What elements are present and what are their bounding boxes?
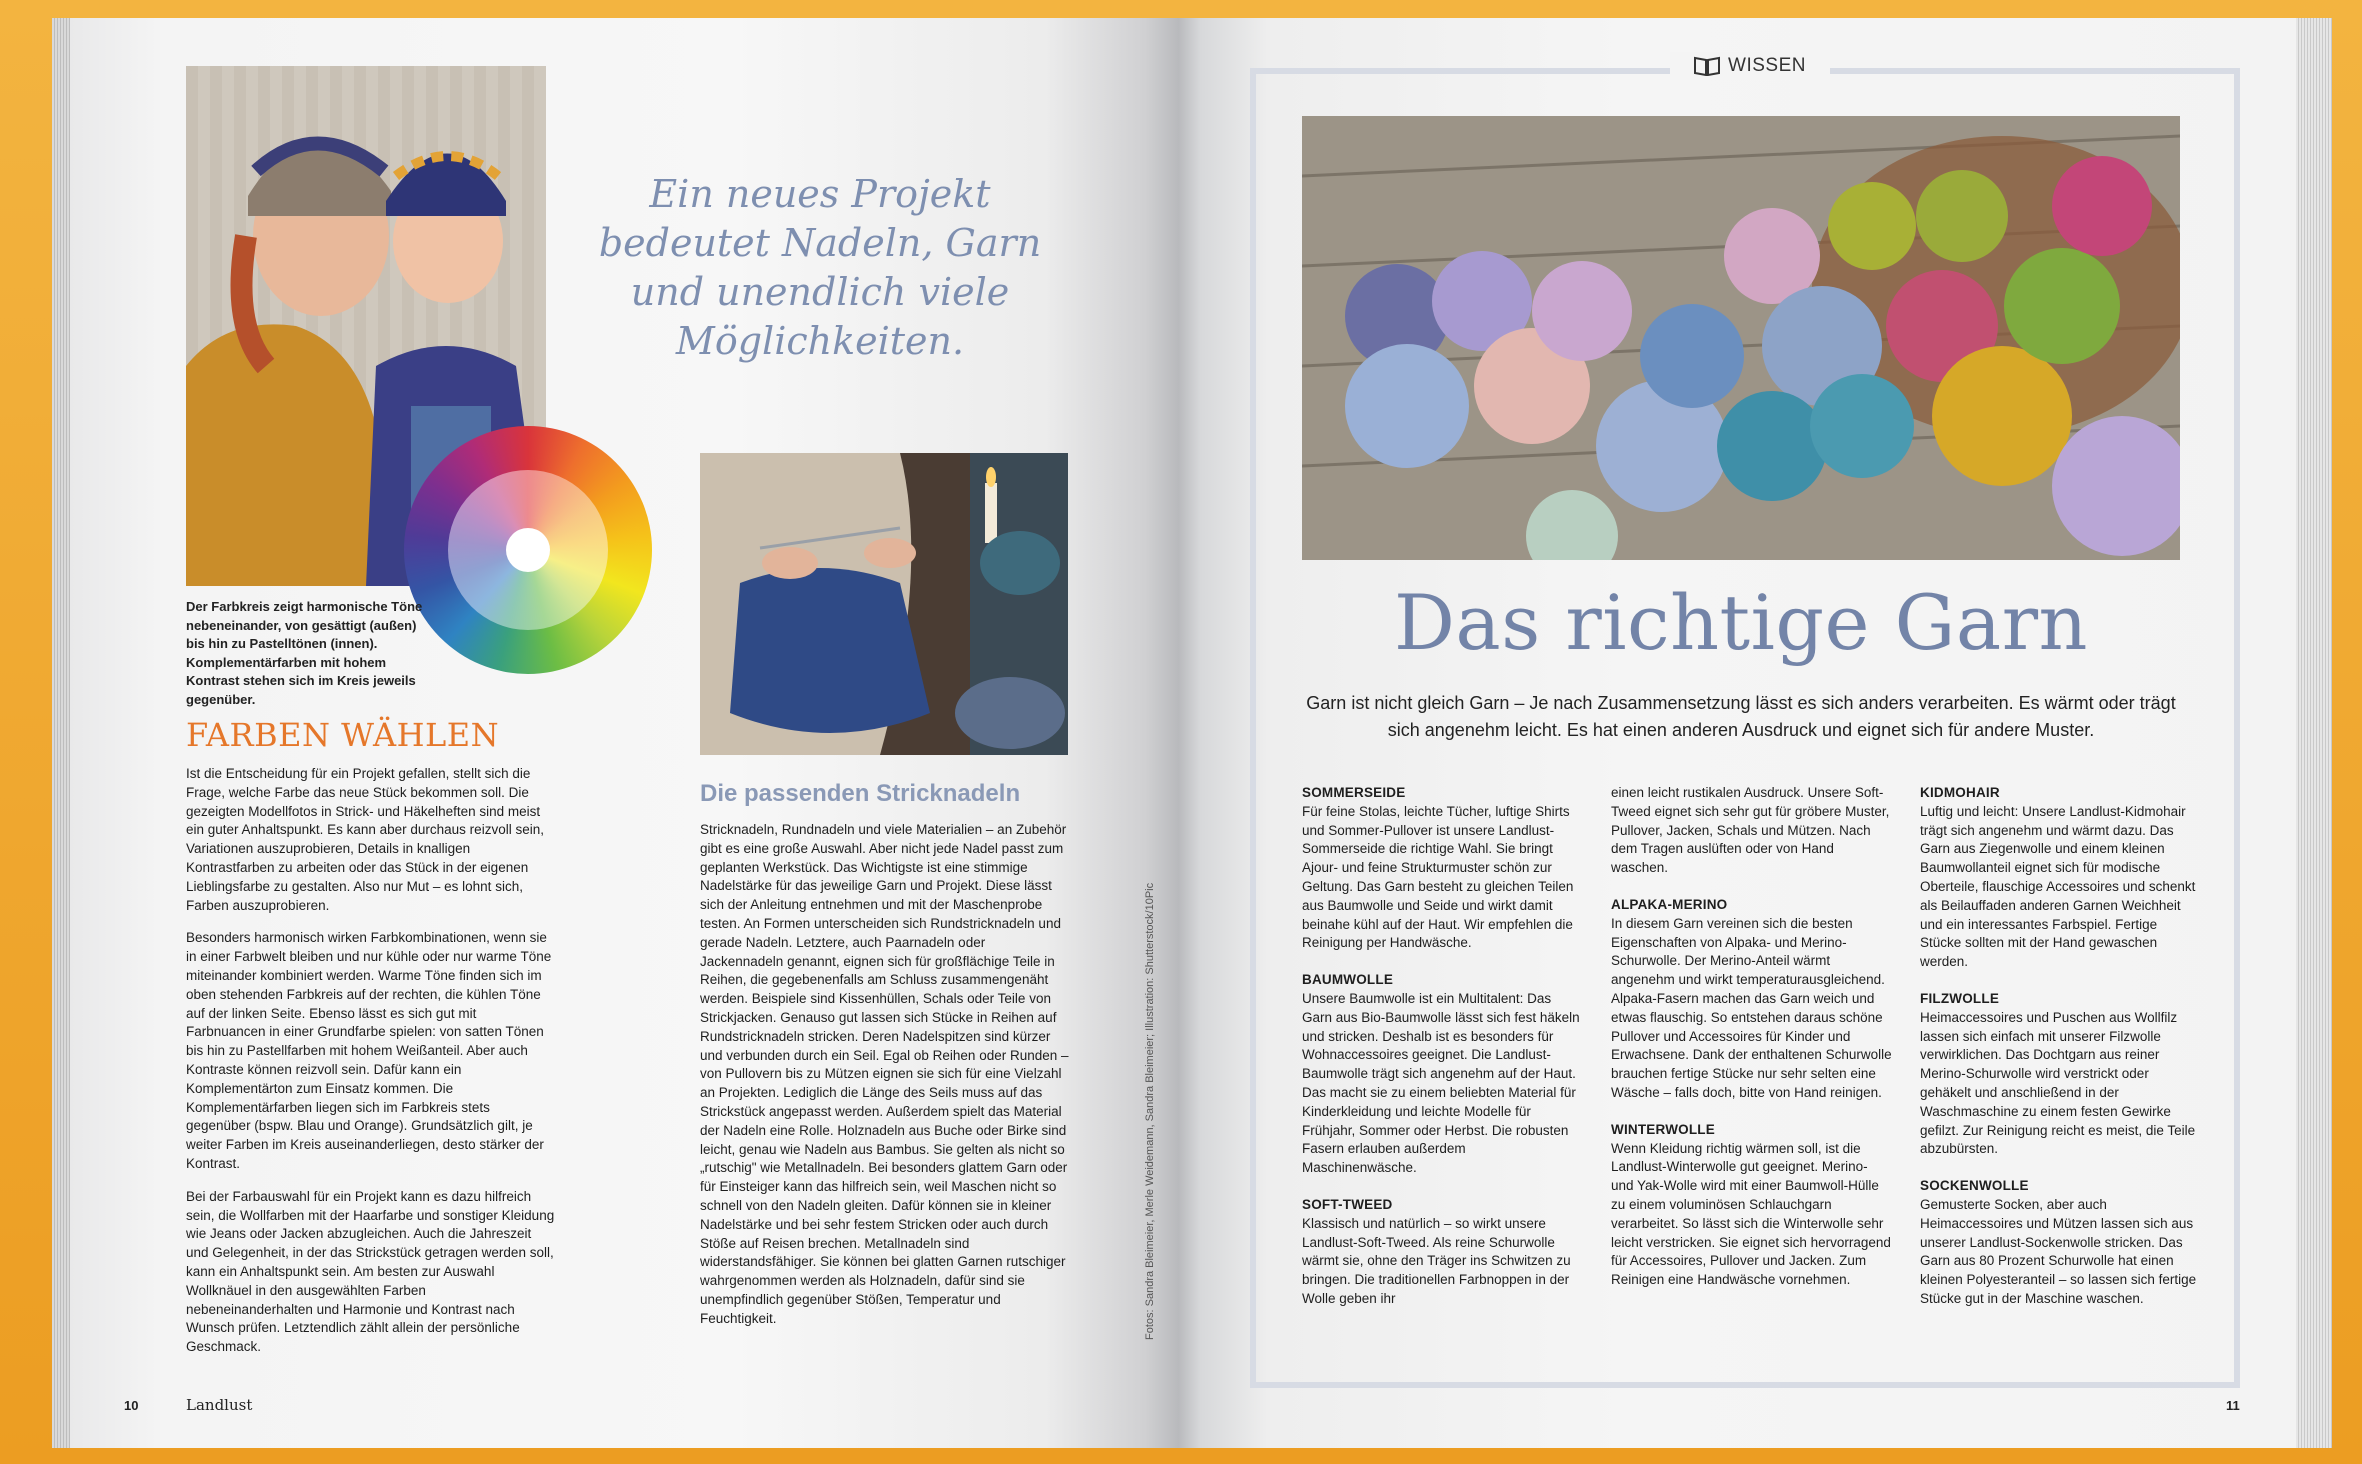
yarn-text: Gemusterte Socken, aber auch Heimaccessoires und Mützen lassen sich aus unserer Landlust-Sockenwolle stricken. Das Garn aus 80 Prozent Schurwolle hat einen kleinen Polyesteranteil – so lassen sich fertige Stücke gut in der Maschine waschen. (1920, 1196, 2197, 1306)
yarn-photo (1302, 116, 2180, 560)
yarn-heading: KIDMOHAIR (1920, 785, 2000, 800)
yarn-column-2 (1611, 784, 1893, 1308)
colors-article (186, 765, 556, 1371)
heading-needles: Die passenden Stricknadeln (700, 780, 1021, 807)
page-edge-right (2296, 18, 2332, 1448)
heading-colors: FARBEN WÄHLEN (186, 716, 500, 754)
colors-paragraph: Besonders harmonisch wirken Farbkombinationen, wenn sie in einer Farbwelt bleiben und nur kühle oder nur warme Töne miteinander kombiniert werden. Warme Töne finden sich im oben stehenden Farbkreis auf der rechten, die kühlen Töne auf der linken Seite. Ebenso lässt es sich gut mit Farbnuancen in einer Grundfarbe spielen: von satten Tönen bis hin zu Pastellfarben mit hohem Weißanteil. Aber auch Kontraste können reizvoll sein. Dafür kann ein Komplementärton zum Einsatz kommen. Die Komplementärfarben liegen sich im Farbkreis stets gegenüber (bspw. Blau und Orange). Grundsätzlich gilt, je weiter Farben im Kreis auseinanderliegen, desto stärker der Kontrast. (186, 930, 552, 1171)
yarn-text: Unsere Baumwolle ist ein Multitalent: Das Garn aus Bio-Baumwolle lässt sich fest häkeln und stricken. Deshalb ist es besonders für Wohnaccessoires geeignet. Die Landlust-Baumwolle trägt sich angenehm auf der Haut. Das macht sie zu einem beliebten Material für Kinderkleidung und leichte Modelle für Frühjahr, Sommer oder Herbst. Die robusten Fasern erlauben außerdem Maschinenwäsche. (1302, 990, 1580, 1176)
yarn-text: Heimaccessoires und Puschen aus Wollfilz lassen sich einfach mit unserer Filzwolle verwirklichen. Das Dochtgarn aus reiner Merino-Schurwolle wird verstrickt oder gehäkelt und anschließend in der Waschmaschine zu einem festen Gewirke gefilzt. Zur Reinigung reicht es meist, die Teile abzubürsten. (1920, 1009, 2196, 1157)
color-wheel (404, 426, 652, 674)
book-icon (1694, 56, 1720, 76)
page-edge-left (52, 18, 70, 1448)
section-label (1670, 52, 1830, 80)
page-number-left: 10 (124, 1398, 139, 1413)
magazine-logo: Landlust (186, 1396, 253, 1414)
yarn-text: einen leicht rustikalen Ausdruck. Unsere Soft-Tweed eignet sich sehr gut für gröbere Muster, Pullover, Jacken, Schals und Mützen. Nach dem Tragen auslüften oder von Hand waschen. (1611, 785, 1890, 876)
yarn-heading: WINTERWOLLE (1611, 1121, 1715, 1137)
yarn-text: Klassisch und natürlich – so wirkt unsere Landlust-Soft-Tweed. Als reine Schurwolle wärmt sie, ohne den Träger ins Schwitzen zu bringen. Die traditionellen Farbnoppen in der Wolle geben ihr (1302, 1215, 1571, 1306)
colors-paragraph: Bei der Farbauswahl für ein Projekt kann es dazu hilfreich sein, die Wollfarben mit der Haarfarbe und sonstiger Kleidung wie Jeans oder Jacken abzugleichen. Auch die Jahreszeit und Gelegenheit, in der das Strickstück getragen werden soll, kann ein Anhaltspunkt sein. Am besten zur Auswahl Wollknäuel in den ausgewählten Farben nebeneinanderhalten und Harmonie und Kontrast nach Wunsch prüfen. Letztendlich zählt allein der persönliche Geschmack. (186, 1188, 555, 1355)
yarn-heading: ALPAKA-MERINO (1611, 896, 1728, 912)
color-wheel-caption: Der Farbkreis zeigt harmonische Töne nebeneinander, von gesättigt (außen) bis hin zu Pastelltönen (innen). Komplementärfarben mit hohem Kontrast stehen sich im Kreis jeweils gegenüber. (186, 599, 423, 707)
article-lead: Garn ist nicht gleich Garn – Je nach Zusammensetzung lässt es sich anders verarbeiten. Es wärmt oder trägt sich angenehm leicht. Es hat einen anderen Ausdruck und eignet sich für andere Muster. (1306, 693, 2176, 740)
yarn-text: Luftig und leicht: Unsere Landlust-Kidmohair trägt sich angenehm und wärmt dazu. Das Garn aus Ziegenwolle und einem kleinen Baumwollanteil eignet sich für modische Oberteile, flauschige Accessoires und schenkt als Beilauffaden anderen Garnen Weichheit und ein interessantes Farbspiel. Fertige Stücke sollten mit der Hand gewaschen werden. (1920, 803, 2196, 970)
yarn-heading: SOFT-TWEED (1302, 1196, 1393, 1212)
yarn-heading: BAUMWOLLE (1302, 972, 1394, 988)
yarn-text: Wenn Kleidung richtig wärmen soll, ist die Landlust-Winterwolle gut geeignet. Merino- und Yak-Wolle wird mit einer Baumwoll-Hülle zu einem voluminösen Schlauchgarn verarbeitet. So lässt sich die Winterwolle sehr leicht verstricken. Sie eignet sich hervorragend für Accessoires, Pullover und Jacken. Zum Reinigen eine Handwäsche vornehmen. (1611, 1140, 1891, 1288)
photo-credit: Fotos: Sandra Bleimeier, Merle Weidemann, Sandra Bleimeier; Illustration: Shutterstock/10Pic (1144, 882, 1156, 1340)
page-number-right: 11 (2226, 1398, 2240, 1413)
needles-article (700, 821, 1072, 1343)
yarn-heading: SOMMERSEIDE (1302, 785, 1406, 800)
yarn-heading: SOCKENWOLLE (1920, 1178, 2029, 1194)
yarn-text: Für feine Stolas, leichte Tücher, luftige Shirts und Sommer-Pullover ist unsere Landlust-Sommerseide die richtige Wahl. Sie bringt Ajour- und feine Strukturmuster schön zur Geltung. Das Garn besteht zu gleichen Teilen aus Baumwolle und Seide und wirkt damit beinahe kühl auf der Haut. Wir empfehlen die Reinigung per Handwäsche. (1302, 803, 1574, 951)
yarn-text: In diesem Garn vereinen sich die besten Eigenschaften von Alpaka- und Merino-Schurwolle. Der Merino-Anteil wärmt angenehm und wirkt temperaturausgleichend. Alpaka-Fasern machen das Garn weich und etwas flauschig. So entstehen daraus schöne Pullover und Accessoires für Kinder und Erwachsene. Dank der enthaltenen Schurwolle brauchen fertige Stücke nur sehr selten eine Wäsche – falls doch, bitte von Hand reinigen. (1611, 915, 1892, 1100)
section-label-text: WISSEN (1728, 55, 1806, 76)
yarn-column-3 (1920, 784, 2202, 1327)
needles-paragraph: Stricknadeln, Rundnadeln und viele Materialien – an Zubehör gibt es eine große Auswahl. Aber nicht jede Nadel passt zum geplanten Werkstück. Das Wichtigste ist eine stimmige Nadelstärke für das jeweilige Garn und Projekt. Diese lässt sich der Anleitung entnehmen und mit der Maschenprobe testen. An Formen unterscheiden sich Rundstricknadeln und gerade Nadeln. Letztere, auch Paarnadeln oder Jackennadeln genannt, eignen sich für großflächige Teile in Reihen, die gegebenenfalls am Schluss zusammengenäht werden. Beispiele sind Kissenhüllen, Schals oder Teile von Strickjacken. Genauso gut lassen sich Stücke in Reihen auf Rundstricknadeln stricken. Deren Nadelspitzen sind kürzer und verbunden durch ein Seil. Egal ob Reihen oder Runden – von Pullovern bis zu Mützen eignen sie sich für eine Vielzahl an Projekten. Lediglich die Länge des Seils muss auf das Strickstück angepasst werden. Außerdem spielt das Material der Nadeln eine Rolle. Holznadeln aus Buche oder Birke sind leicht, genau wie Nadeln aus Bambus. Sie gelten als nicht so „rutschig" wie Metallnadeln. Bei besonders glattem Garn oder für Einsteiger kann das hilfreich sein, weil Maschen nicht so schnell von den Nadeln gleiten. Dafür können sie in kleiner Nadelstärke und bei sehr festem Stricken oder auch durch Stöße auf Reisen brechen. Metallnadeln sind widerstandsfähiger. Sie können bei glatten Garnen rutschiger wahrgenommen werden als Holznadeln, dafür sind sie unempfindlich gegenüber Stößen, Temperatur und Feuchtigkeit. (700, 822, 1069, 1326)
color-wheel-center (506, 528, 550, 572)
yarn-heading: FILZWOLLE (1920, 990, 2000, 1006)
article-title: Das richtige Garn (1394, 578, 2088, 667)
yarn-column-1 (1302, 784, 1584, 1327)
pull-quote: Ein neues Projekt bedeutet Nadeln, Garn und unendlich viele Möglichkeiten. (598, 172, 1042, 363)
knitting-photo (700, 453, 1068, 755)
colors-paragraph: Ist die Entscheidung für ein Projekt gefallen, stellt sich die Frage, welche Farbe das neue Stück bekommen soll. Die gezeigten Modellfotos in Strick- und Häkelheften sind meist ein guter Anhaltspunkt. Es kann aber durchaus reizvoll sein, Variationen auszuprobieren, Details in knalligen Kontrastfarben zu arbeiten oder das Stück in der eigenen Lieblingsfarbe zu gestalten. Also nur Mut – es lohnt sich, Farben auszuprobieren. (186, 766, 544, 913)
